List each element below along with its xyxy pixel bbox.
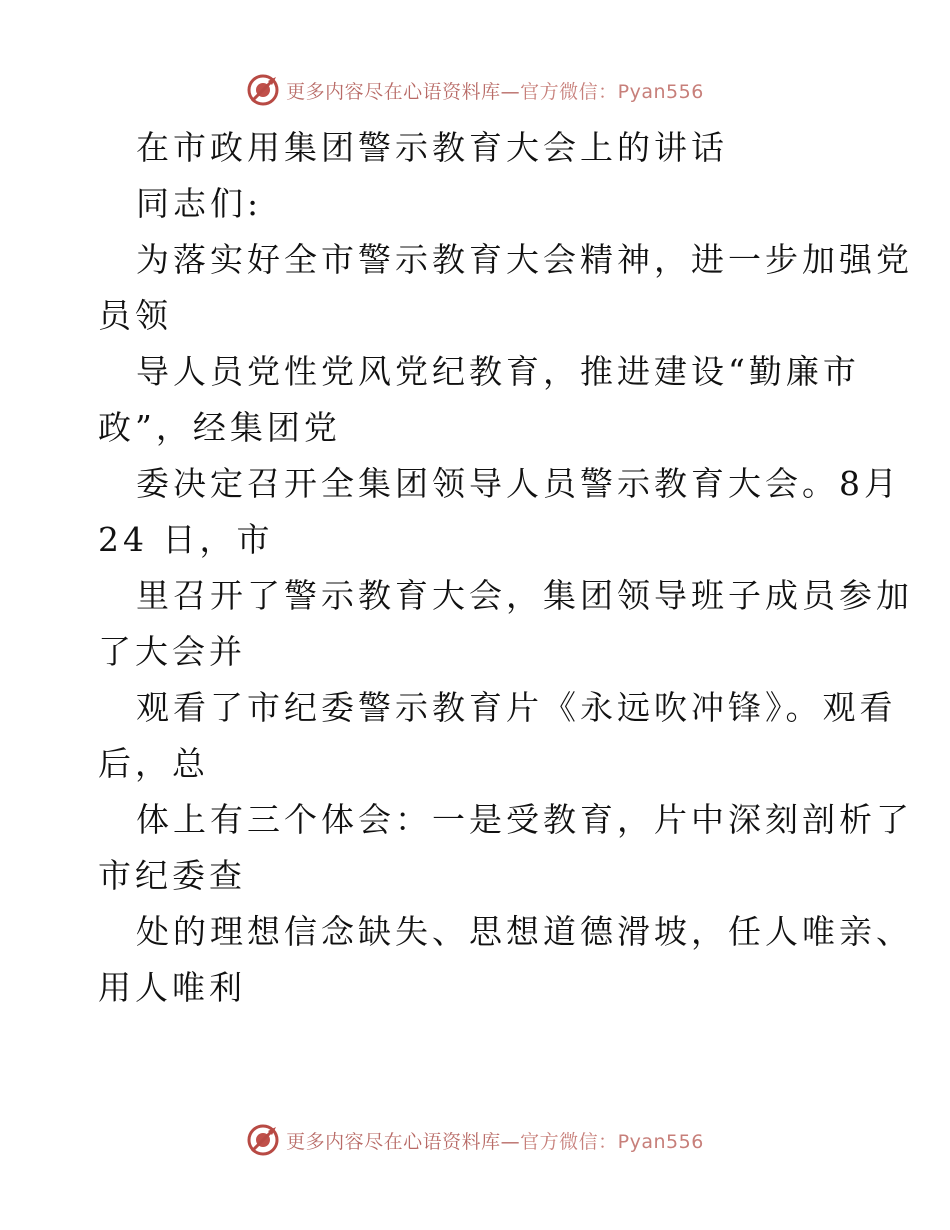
paragraph-line: 里召开了警示教育大会，集团领导班子成员参加 [136, 576, 913, 615]
paragraph-line: 体上有三个体会：一是受教育，片中深刻剖析了 [136, 800, 913, 839]
footer-banner-text: 更多内容尽在心语资料库—官方微信：Pyan556 [286, 1130, 704, 1153]
paragraph-line: 观看了市纪委警示教育片《永远吹冲锋》。观看 [136, 688, 897, 727]
paragraph-line: 市纪委查 [98, 856, 246, 895]
paragraph-line: 后，总 [98, 744, 209, 783]
footer-watermark-banner [0, 1120, 950, 1160]
paragraph-line: 委决定召开全集团领导人员警示教育大会。8月 [136, 464, 901, 503]
paragraph-line: 员领 [98, 296, 172, 335]
paragraph-line: 24 日，市 [98, 520, 274, 559]
paragraph-line: 导人员党性党风党纪教育，推进建设“勤廉市 [136, 352, 860, 391]
header-banner-text: 更多内容尽在心语资料库—官方微信：Pyan556 [286, 80, 704, 103]
seal-logo-icon [246, 1123, 280, 1157]
paragraph-line: 处的理想信念缺失、思想道德滑坡，任人唯亲、 [136, 912, 913, 951]
document-title: 在市政用集团警示教育大会上的讲话 [136, 128, 728, 167]
paragraph-line: 了大会并 [98, 632, 246, 671]
paragraph-line: 政”，经集团党 [98, 408, 341, 447]
document-body [98, 120, 913, 1016]
paragraph-line: 用人唯利 [98, 968, 246, 1007]
salutation: 同志们: [136, 184, 263, 223]
header-watermark-banner [0, 70, 950, 110]
paragraph-line: 为落实好全市警示教育大会精神，进一步加强党 [136, 240, 913, 279]
seal-logo-icon [246, 73, 280, 107]
